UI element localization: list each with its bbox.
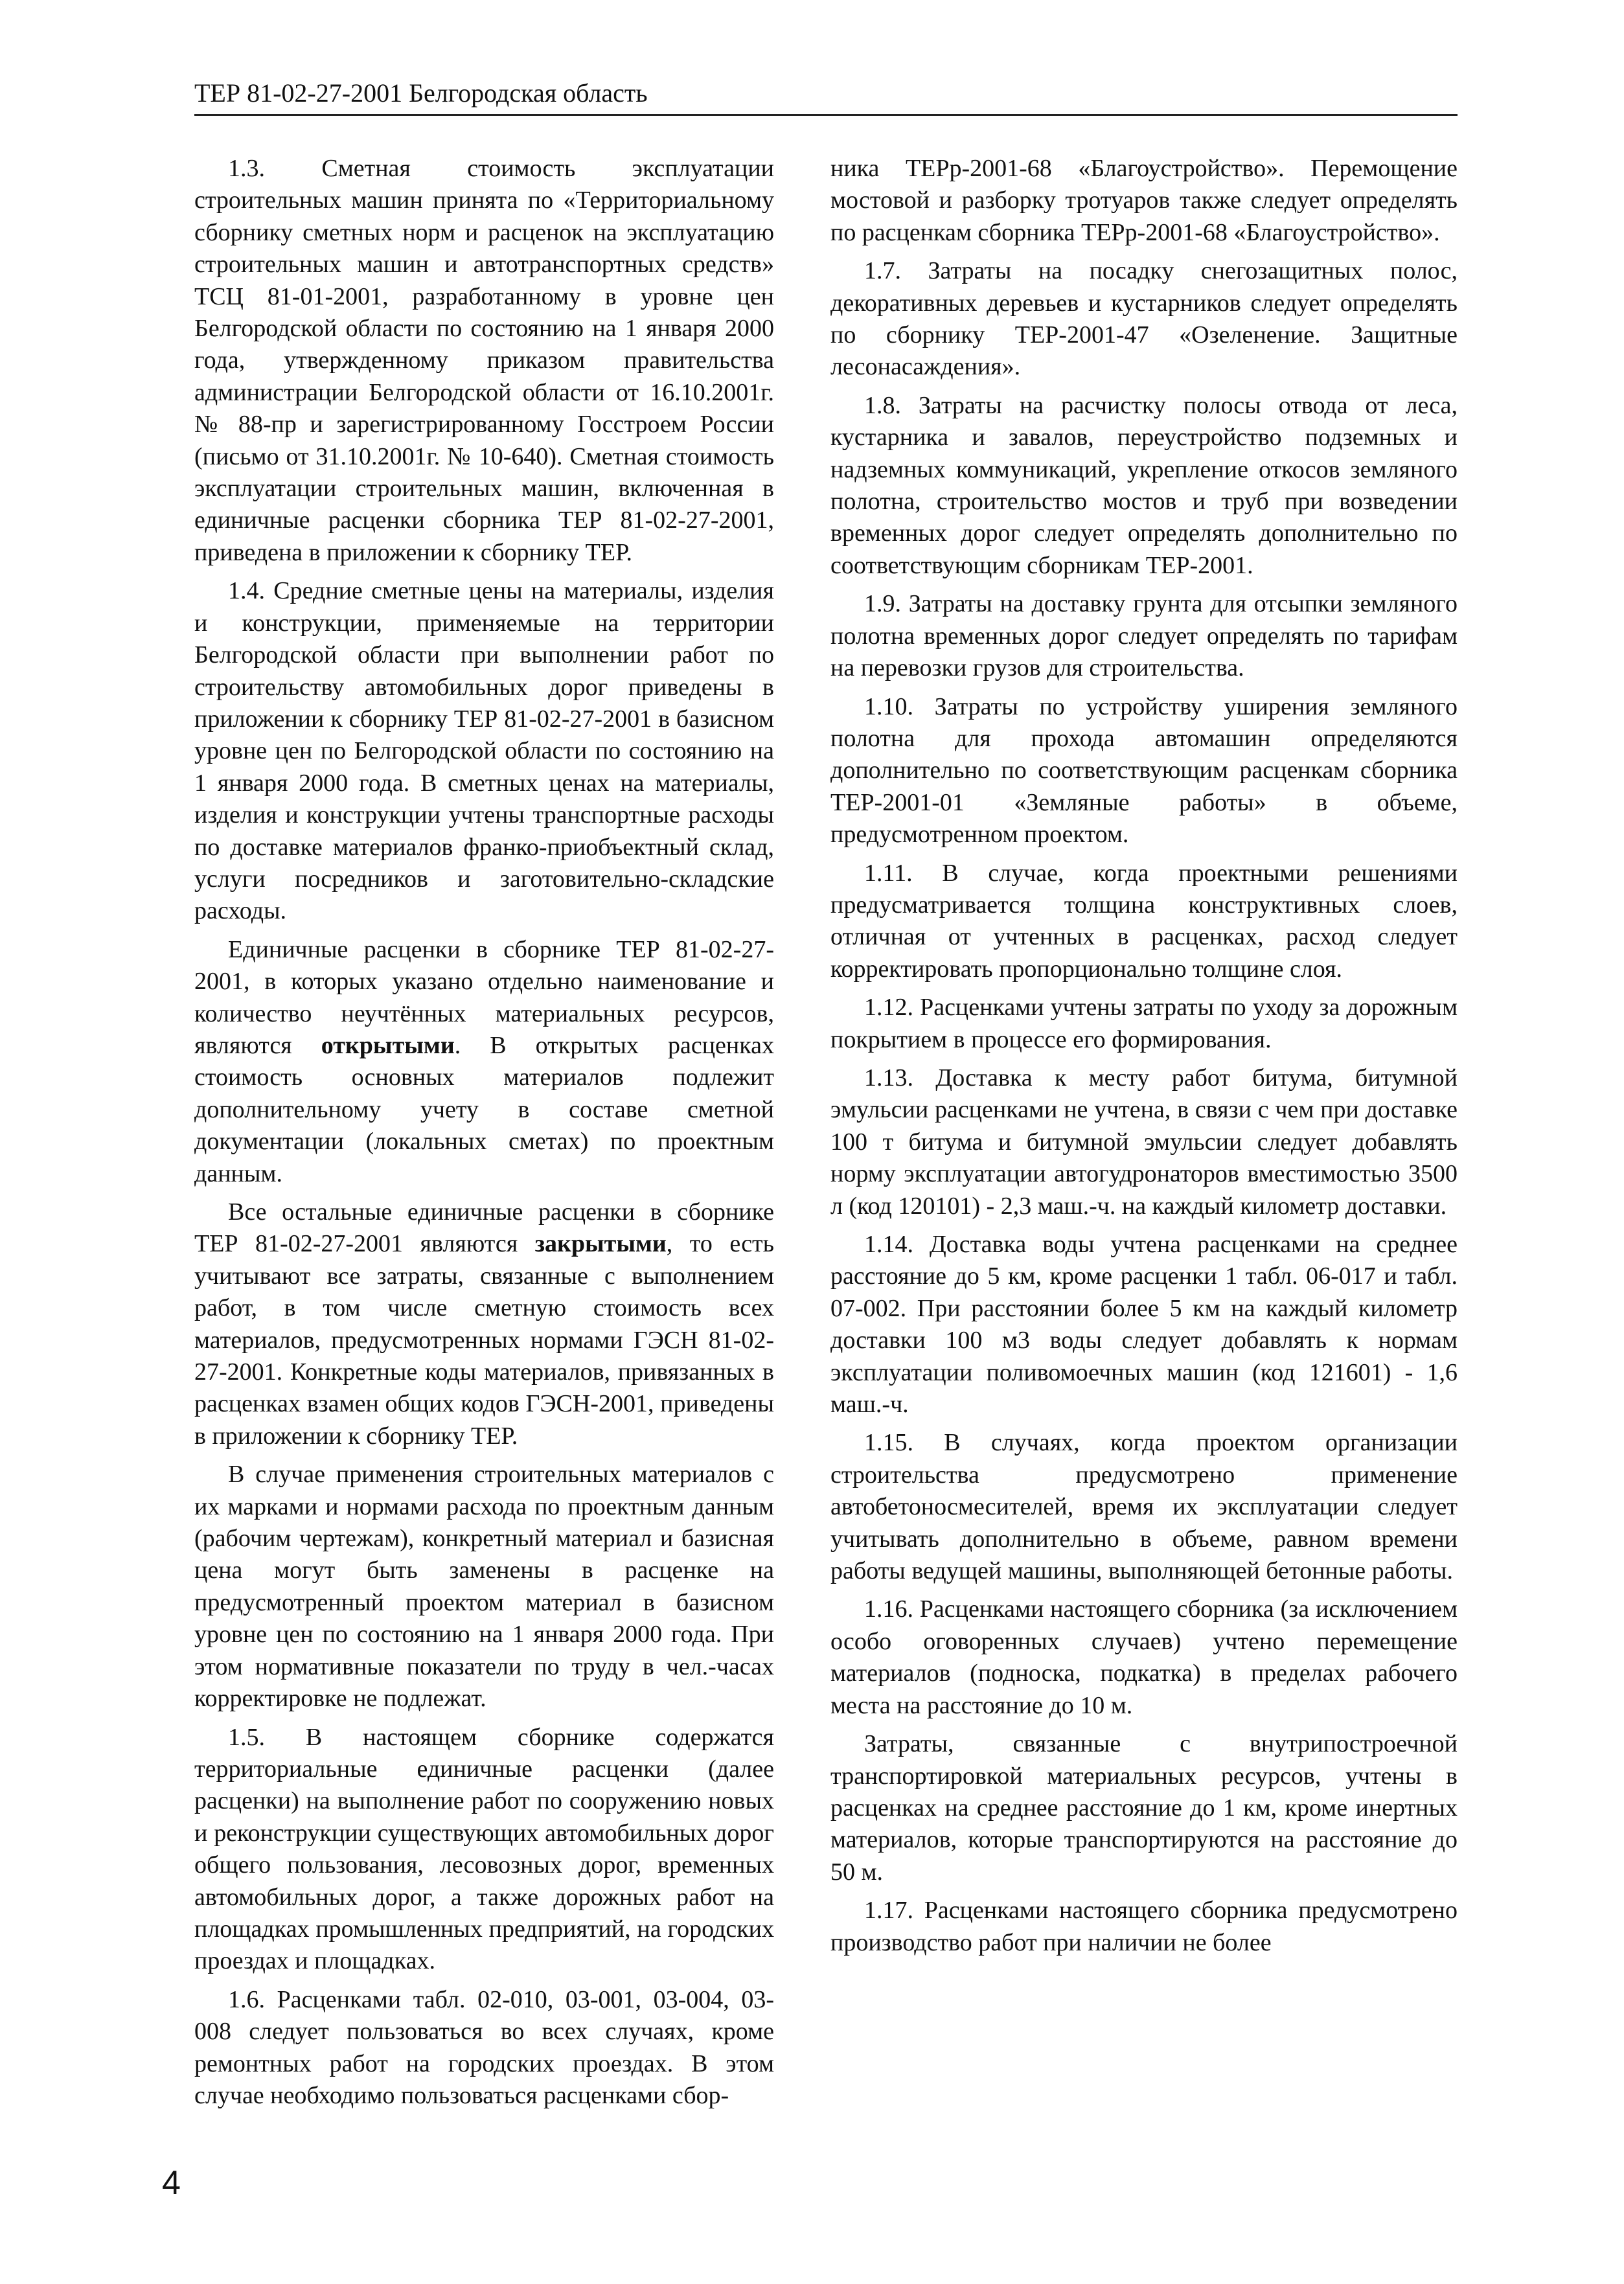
- paragraph-1-15: 1.15. В случаях, когда проектом организации строительства предусмотрено применение автобетоносмесителей, время их эксплуатации следует учитывать дополнительно в объеме, равном времени работы ведущей машины, выполняющей бетонные работы.: [830, 1429, 1458, 1585]
- open-rates-text-end: . В открытых расценках стоимость основных материалов подлежит дополнительному учету в составе сметной документации (локальных сметах) по проектным данным.: [194, 1031, 774, 1187]
- closed-rates-bold-term: закрытыми: [534, 1230, 667, 1258]
- open-rates-bold-term: открытыми: [321, 1031, 455, 1059]
- paragraph-1-8: 1.8. Затраты на расчистку полосы отвода от леса, кустарника и завалов, переустройство подземных и надземных коммуникаций, укрепление откосов земляного полотна, строительство мостов и труб при возведении временных дорог следует определять дополнительно по соответствующим сборникам ТЕР-2001.: [830, 391, 1458, 579]
- right-column: [830, 153, 1458, 1965]
- left-column: [194, 153, 774, 2118]
- paragraph-1-3: 1.3. Сметная стоимость эксплуатации строительных машин принята по «Территориальному сборнику сметных норм и расценок на эксплуатацию строительных машин и автотранспортных средств» ТСЦ 81-01-2001, разработанному в уровне цен Белгородской области по состоянию на 1 января 2000 года, утвержденному приказом правительства администрации Белгородской области от 16.10.2001г. № 88-пр и зарегистрированному Госстроем России (письмо от 31.10.2001г. № 10-640). Сметная стоимость эксплуатации строительных машин, включенная в единичные расценки сборника ТЕР 81-02-27-2001, приведена в приложении к сборнику ТЕР.: [194, 155, 774, 566]
- header-rule: [194, 114, 1458, 116]
- open-rates-text-start: Единичные расценки в сборнике ТЕР 81-02-27-2001, в которых указано отдельно наименование и количество неучтённых материальных ресурсов, являются: [194, 935, 774, 1059]
- paragraph-1-6: 1.6. Расценками табл. 02-010, 03-001, 03-004, 03-008 следует пользоваться во всех случаях, кроме ремонтных работ на городских проездах. В этом случае необходимо пользоваться расценками сбор-: [194, 1985, 774, 2109]
- paragraph-transport-costs: Затраты, связанные с внутрипостроечной транспортировкой материальных ресурсов, учтены в расценках на среднее расстояние до 1 км, кроме инертных материалов, которые транспортируются на расстояние до 50 м.: [830, 1730, 1458, 1886]
- paragraph-1-14: 1.14. Доставка воды учтена расценками на среднее расстояние до 5 км, кроме расценки 1 табл. 06-017 и табл. 07-002. При расстоянии более 5 км на каждый километр доставки 100 м3 воды следует добавлять к нормам эксплуатации поливомоечных машин (код 121601) - 1,6 маш.-ч.: [830, 1231, 1458, 1419]
- paragraph-1-4: 1.4. Средние сметные цены на материалы, изделия и конструкции, применяемые на территории Белгородской области при выполнении работ по строительству автомобильных дорог приведены в приложении к сборнику ТЕР 81-02-27-2001 в базисном уровне цен по Белгородской области по состоянию на 1 января 2000 года. В сметных ценах на материалы, изделия и конструкции учтены транспортные расходы по доставке материалов франко-приобъектный склад, услуги посредников и заготовительно-складские расходы.: [194, 577, 774, 925]
- paragraph-1-7: 1.7. Затраты на посадку снегозащитных полос, декоративных деревьев и кустарников следует определять по сборнику ТЕР-2001-47 «Озеленение. Защитные лесонасаждения».: [830, 257, 1458, 381]
- paragraph-1-17: 1.17. Расценками настоящего сборника предусмотрено производство работ при наличии не более: [830, 1897, 1458, 1956]
- paragraph-1-6-continued: ника ТЕРр-2001-68 «Благоустройство». Перемощение мостовой и разборку тротуаров также следует определять по расценкам сборника ТЕРр-2001-68 «Благоустройство».: [830, 155, 1458, 246]
- paragraph-1-16: 1.16. Расценками настоящего сборника (за исключением особо оговоренных случаев) учтено перемещение материалов (подноска, подкатка) в пределах рабочего места на расстояние до 10 м.: [830, 1595, 1458, 1719]
- page-number: 4: [162, 2164, 181, 2202]
- paragraph-closed-rates: [194, 1196, 774, 1452]
- closed-rates-text-end: , то есть учитывают все затраты, связанные с выполнением работ, в том числе сметную стоимость всех материалов, предусмотренных нормами ГЭСН 81-02-27-2001. Конкретные коды материалов, привязанных в расценках взамен общих кодов ГЭСН-2001, приведены в приложении к сборнику ТЕР.: [194, 1230, 774, 1450]
- paragraph-1-13: 1.13. Доставка к месту работ битума, битумной эмульсии расценками не учтена, в связи с чем при доставке 100 т битума и битумной эмульсии следует добавлять норму эксплуатации автогудронаторов вместимостью 3500 л (код 120101) - 2,3 маш.-ч. на каждый километр доставки.: [830, 1064, 1458, 1220]
- paragraph-material-replacement: В случае применения строительных материалов с их марками и нормами расхода по проектным данным (рабочим чертежам), конкретный материал и базисная цена могут быть заменены в расценке на предусмотренный проектом материал в базисном уровне цен по состоянию на 1 января 2000 года. При этом нормативные показатели по труду в чел.-часах корректировке не подлежат.: [194, 1461, 774, 1713]
- paragraph-1-9: 1.9. Затраты на доставку грунта для отсыпки земляного полотна временных дорог следует определять по тарифам на перевозки грузов для строительства.: [830, 590, 1458, 682]
- running-header: ТЕР 81-02-27-2001 Белгородская область: [194, 78, 648, 108]
- paragraph-1-10: 1.10. Затраты по устройству уширения земляного полотна для прохода автомашин определяются дополнительно по соответствующим расценкам сборника ТЕР-2001-01 «Земляные работы» в объеме, предусмотренном проектом.: [830, 692, 1458, 849]
- paragraph-1-12: 1.12. Расценками учтены затраты по уходу за дорожным покрытием в процессе его формирования.: [830, 994, 1458, 1053]
- paragraph-1-11: 1.11. В случае, когда проектными решениями предусматривается толщина конструктивных слоев, отличная от учтенных в расценках, расход следует корректировать пропорционально толщине слоя.: [830, 859, 1458, 983]
- paragraph-open-rates: [194, 934, 774, 1190]
- paragraph-1-5: 1.5. В настоящем сборнике содержатся территориальные единичные расценки (далее расценки) на выполнение работ по сооружению новых и реконструкции существующих автомобильных дорог общего пользования, лесовозных дорог, временных автомобильных дорог, а также дорожных работ на площадках промышленных предприятий, на городских проездах и площадках.: [194, 1723, 774, 1975]
- closed-rates-text-start: Все остальные единичные расценки в сборнике ТЕР 81-02-27-2001 являются: [194, 1198, 774, 1258]
